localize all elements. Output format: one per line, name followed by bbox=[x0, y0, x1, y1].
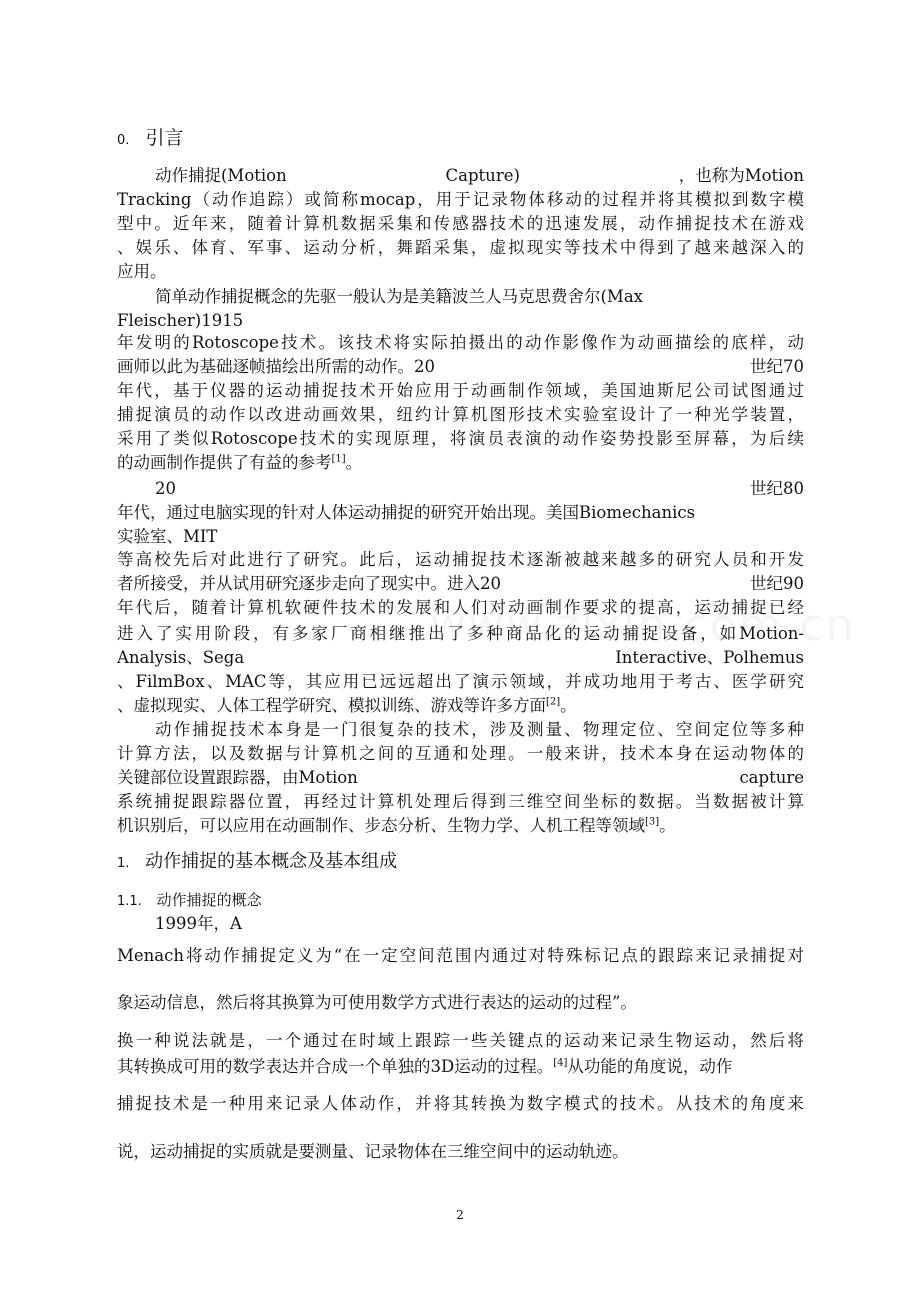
paragraph-line: 、FilmBox、MAC等，其应用已远远超出了演示领域，并成功地用于考古、医学研究 bbox=[117, 672, 804, 691]
text-span: 画师以此为基础逐帧描绘出所需的动作。20 bbox=[117, 357, 435, 376]
paragraph-line: 年代，基于仪器的运动捕捉技术开始应用于动画制作领域，美国迪斯尼公司试图通过 bbox=[117, 381, 804, 400]
paragraph-line: 年代，通过电脑实现的针对人体运动捕捉的研究开始出现。美国Biomechanics bbox=[117, 503, 696, 522]
section-title: 动作捕捉的概念 bbox=[156, 891, 262, 909]
page-number: 2 bbox=[456, 1208, 464, 1222]
paragraph-line bbox=[117, 814, 804, 838]
text-span: 、虚拟现实、人体工程学研究、模拟训练、游戏等许多方面 bbox=[117, 696, 546, 715]
paragraph-line bbox=[117, 766, 804, 790]
paragraph-line: 捕捉技术是一种用来记录人体动作，并将其转换为数字模式的技术。从技术的角度来 bbox=[117, 1094, 804, 1113]
section-heading-1 bbox=[117, 850, 804, 876]
section-heading-intro bbox=[117, 126, 804, 153]
text-span: 世纪90 bbox=[750, 574, 804, 593]
section-title: 引言 bbox=[145, 127, 184, 149]
text-span: 。 bbox=[659, 816, 676, 835]
paragraph-line: 应用。 bbox=[117, 262, 167, 281]
text-span: 。 bbox=[560, 696, 577, 715]
text-span: Capture) bbox=[445, 166, 520, 185]
section-number: 1.1. bbox=[117, 894, 142, 909]
paragraph-line: Fleischer)1915 bbox=[117, 311, 244, 330]
paragraph-line: 年代后，随着计算机软硬件技术的发展和人们对动画制作要求的提高，运动捕捉已经 bbox=[117, 598, 804, 617]
paragraph-line: 、娱乐、体育、军事、运动分析，舞蹈采集，虚拟现实等技术中得到了越来越深入的 bbox=[117, 238, 804, 257]
paragraph-line bbox=[117, 355, 804, 379]
paragraph-line bbox=[117, 694, 804, 718]
text-span: 世纪70 bbox=[750, 357, 804, 376]
paragraph-line: Menach将动作捕捉定义为“在一定空间范围内通过对特殊标记点的跟踪来记录捕捉对 bbox=[117, 946, 804, 965]
paragraph-line bbox=[117, 646, 804, 670]
paragraph-line: 说，运动捕捉的实质就是要测量、记录物体在三维空间中的运动轨迹。 bbox=[117, 1142, 629, 1161]
paragraph-line bbox=[117, 451, 804, 475]
paragraph-line: 1999年，A bbox=[155, 914, 242, 933]
text-span: 20 bbox=[155, 479, 176, 498]
paragraph-line: 象运动信息，然后将其换算为可使用数学方式进行表达的运动的过程”。 bbox=[117, 993, 637, 1012]
text-span: Analysis、Sega bbox=[117, 648, 245, 667]
text-span: capture bbox=[739, 768, 804, 787]
paragraph-line: 实验室、MIT bbox=[117, 527, 218, 546]
text-span: 的动画制作提供了有益的参考 bbox=[117, 453, 332, 472]
text-span: 者所接受，并从试用研究逐步走向了现实中。进入20 bbox=[117, 574, 501, 593]
paragraph-line: 年发明的Rotoscope技术。该技术将实际拍摄出的动作影像作为动画描绘的底样，动 bbox=[117, 333, 804, 352]
citation-ref: [2] bbox=[546, 696, 561, 708]
text-span: 关键部位设置跟踪器，由Motion bbox=[117, 768, 358, 787]
citation-ref: [4] bbox=[553, 1057, 568, 1069]
text-span: 其转换成可用的数学表达并合成一个单独的3D运动的过程。 bbox=[117, 1057, 554, 1076]
section-heading-1-1 bbox=[117, 888, 804, 914]
section-number: 1. bbox=[117, 856, 130, 871]
text-span: 从功能的角度说，动作 bbox=[567, 1057, 733, 1076]
paragraph-line: 采用了类似Rotoscope技术的实现原理，将演员表演的动作姿势投影至屏幕，为后续 bbox=[117, 429, 804, 448]
paragraph-line: 简单动作捕捉概念的先驱一般认为是美籍波兰人马克思费舍尔(Max bbox=[155, 287, 643, 306]
text-span: 世纪80 bbox=[750, 479, 804, 498]
text-span: 。 bbox=[345, 453, 363, 472]
paragraph-line bbox=[155, 164, 804, 188]
paragraph-line: 动作捕捉技术本身是一门很复杂的技术，涉及测量、物理定位、空间定位等多种 bbox=[155, 720, 804, 739]
text-span: ，也称为Motion bbox=[678, 166, 804, 185]
citation-ref: [1] bbox=[331, 453, 346, 465]
paragraph-line: 捕捉演员的动作以改进动画效果，纽约计算机图形技术实验室设计了一种光学装置， bbox=[117, 405, 804, 424]
text-span: 机识别后，可以应用在动画制作、步态分析、生物力学、人机工程等领域 bbox=[117, 816, 645, 835]
citation-ref: [3] bbox=[645, 816, 660, 828]
paragraph-line bbox=[117, 1055, 804, 1079]
paragraph-line: 换一种说法就是，一个通过在时域上跟踪一些关键点的运动来记录生物运动，然后将 bbox=[117, 1031, 804, 1050]
paragraph-line bbox=[117, 572, 804, 596]
paragraph-line: Tracking（动作追踪）或简称mocap，用于记录物体移动的过程并将其模拟到数字模 bbox=[117, 190, 804, 209]
paragraph-line: 等高校先后对此进行了研究。此后，运动捕捉技术逐渐被越来越多的研究人员和开发 bbox=[117, 550, 804, 569]
paragraph-line: 型中。近年来，随着计算机数据采集和传感器技术的迅速发展，动作捕捉技术在游戏 bbox=[117, 214, 804, 233]
section-title: 动作捕捉的基本概念及基本组成 bbox=[145, 851, 398, 872]
paragraph-line: 进入了实用阶段，有多家厂商相继推出了多种商品化的运动捕捉设备，如Motion- bbox=[117, 624, 804, 643]
section-number: 0. bbox=[117, 133, 130, 148]
text-span: 动作捕捉(Motion bbox=[155, 166, 287, 185]
paragraph-line: 计算方法，以及数据与计算机之间的互通和处理。一般来讲，技术本身在运动物体的 bbox=[117, 744, 804, 763]
paragraph-line bbox=[155, 477, 804, 501]
paragraph-line: 系统捕捉跟踪器位置，再经过计算机处理后得到三维空间坐标的数据。当数据被计算 bbox=[117, 792, 804, 811]
text-span: Interactive、Polhemus bbox=[615, 648, 804, 667]
